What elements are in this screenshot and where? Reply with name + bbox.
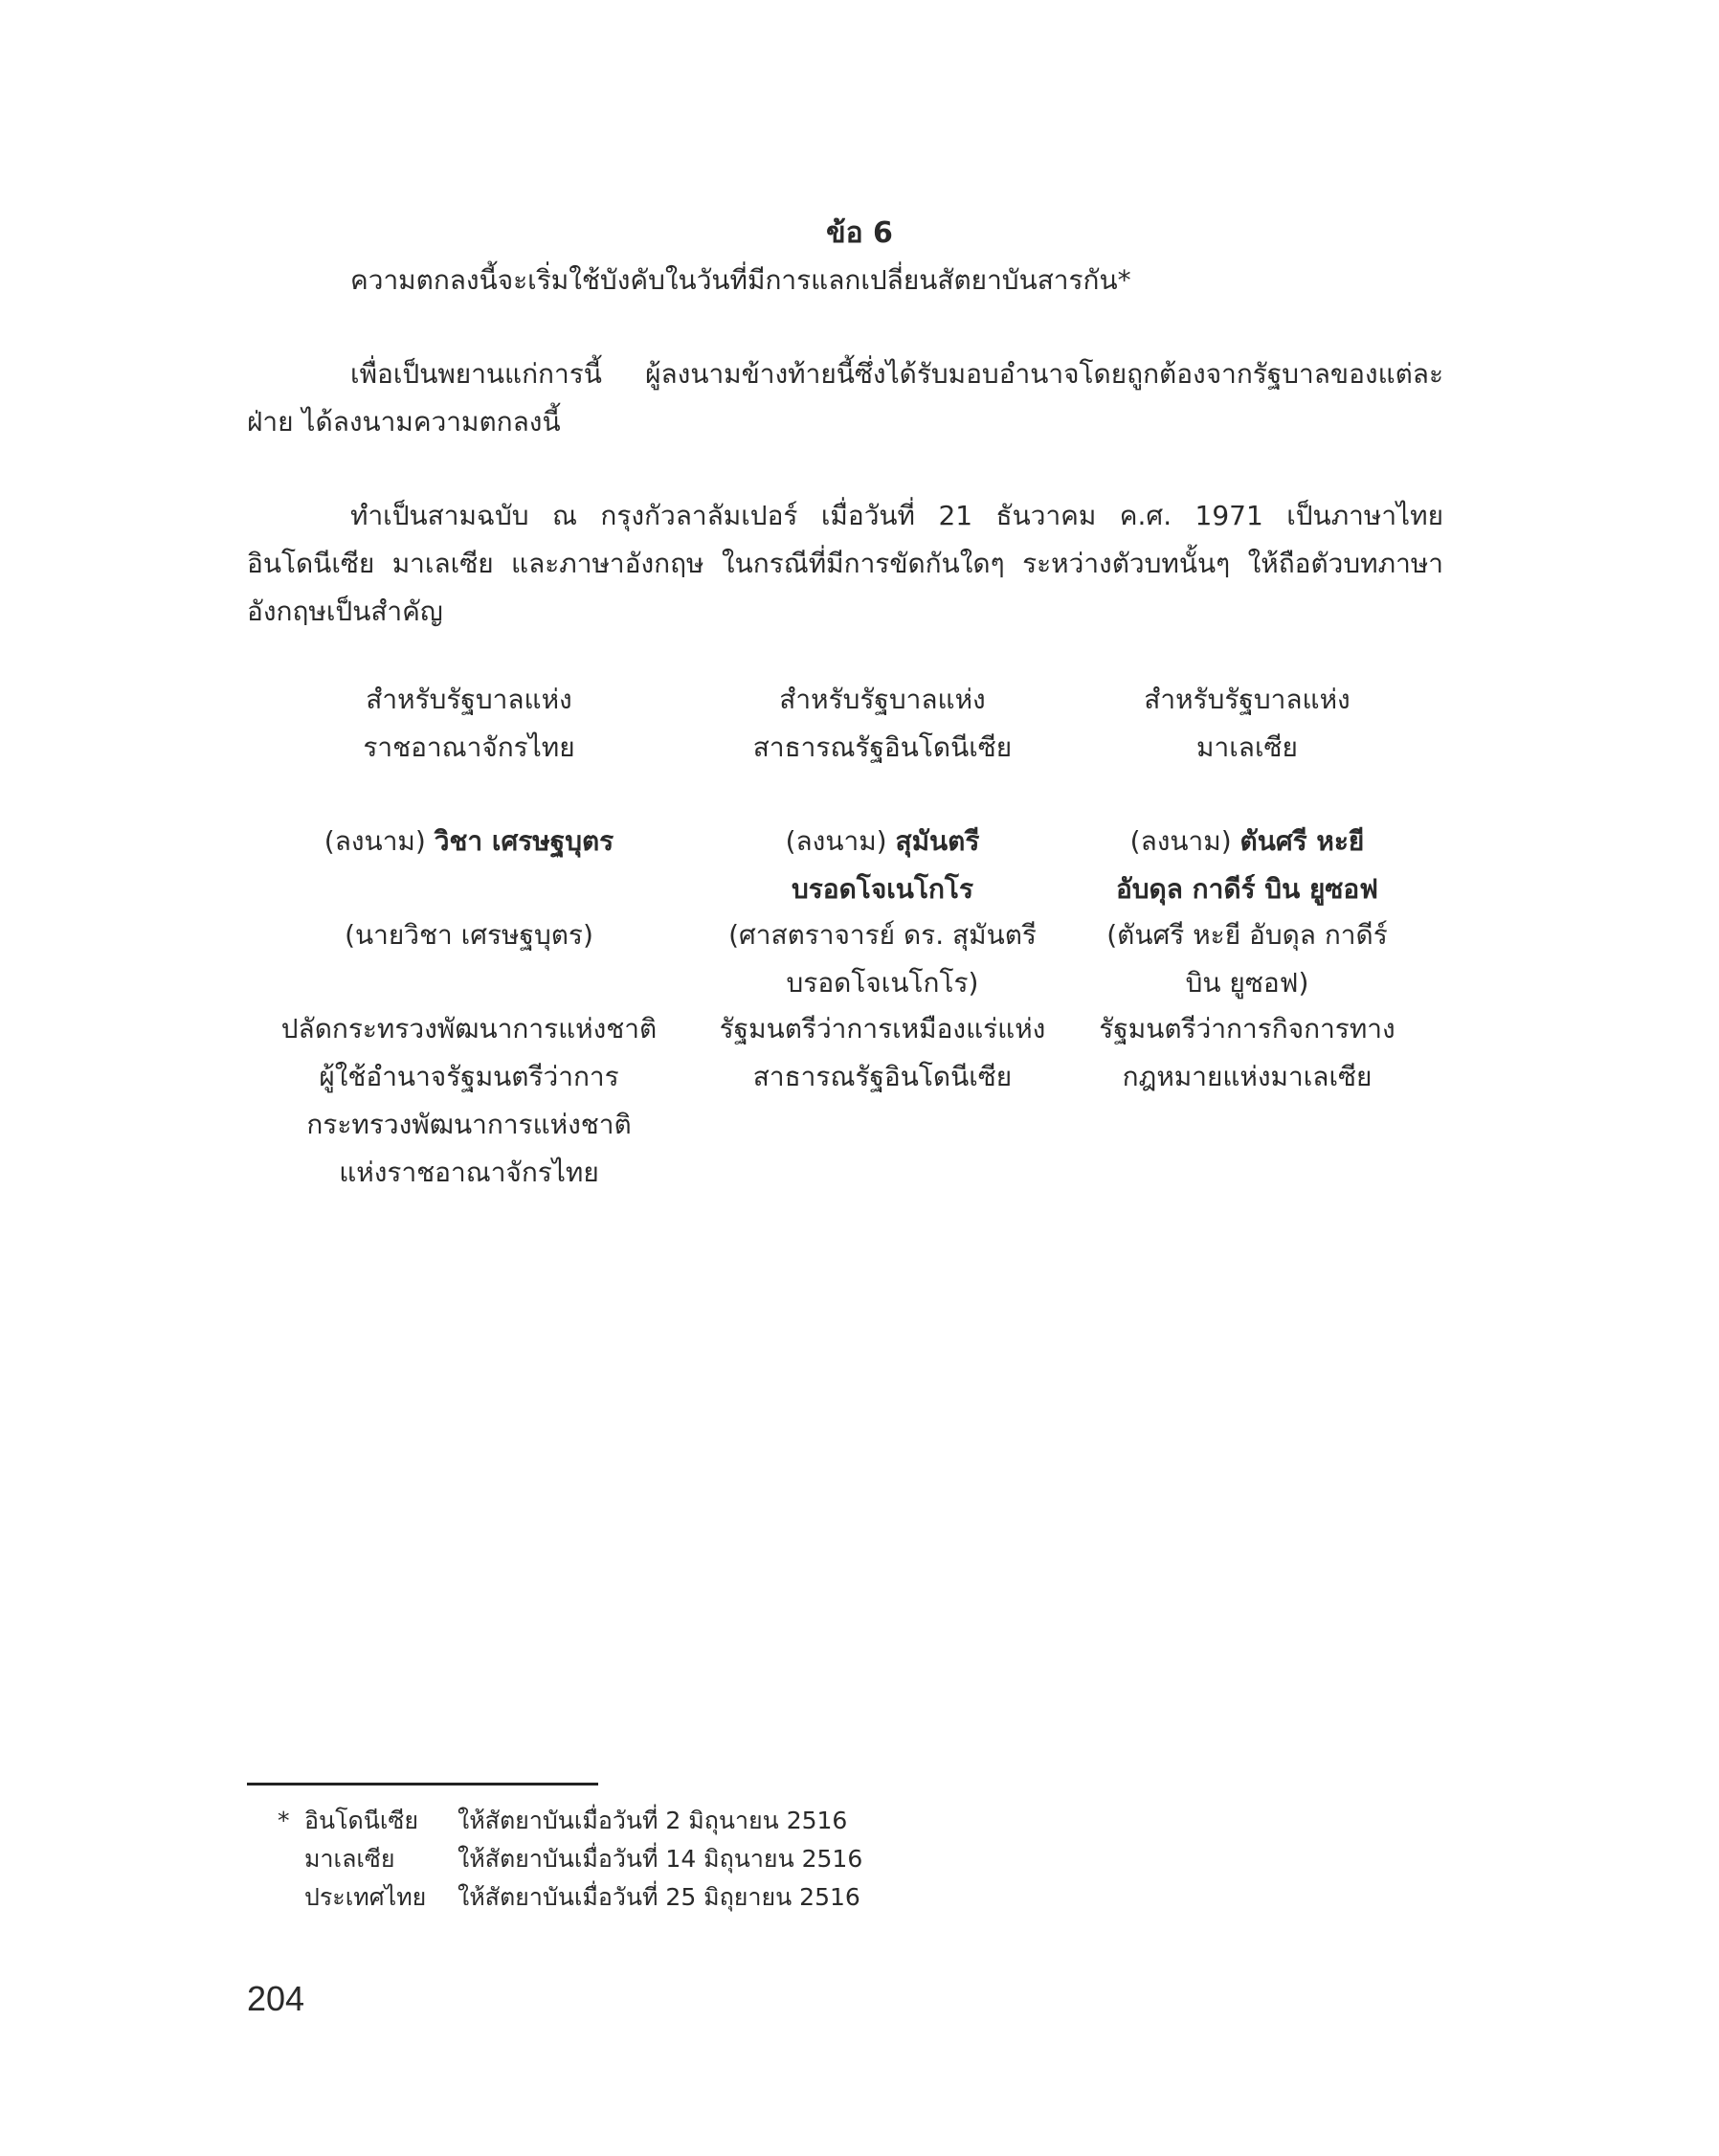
official-title-line: กฎหมายแห่งมาเลเซีย bbox=[1122, 1061, 1373, 1092]
paragraph-entry-into-force bbox=[247, 257, 1443, 304]
full-name: (ตันศรี หะยี อับดุล กาดีร์ bbox=[1106, 919, 1388, 951]
paragraph-text: เพื่อเป็นพยานแก่การนี้ ผู้ลงนามข้างท้ายนี้ซึ่งได้รับมอบอำนาจโดยถูกต้องจากรัฐบาลของแต่ละฝ่าย ได้ลงนามความตกลงนี้ bbox=[247, 358, 1443, 438]
paragraph-witness bbox=[247, 350, 1443, 446]
for-government-label: สำหรับรัฐบาลแห่ง bbox=[779, 684, 986, 715]
paragraph-text: ความตกลงนี้จะเริ่มใช้บังคับในวันที่มีการแลกเปลี่ยนสัตยาบันสารกัน* bbox=[350, 264, 1131, 296]
footnote-row bbox=[304, 1802, 862, 1840]
footnote-marker: * bbox=[278, 1807, 290, 1834]
for-government-label: สำหรับรัฐบาลแห่ง bbox=[366, 684, 572, 715]
footnote-row bbox=[304, 1878, 862, 1917]
signed-name-continued: อับดุล กาดีร์ บิน ยูซอฟ bbox=[1115, 873, 1379, 905]
signed-name-continued: บรอดโจเนโกโร bbox=[791, 873, 974, 905]
official-title-line: แห่งราชอาณาจักรไทย bbox=[339, 1157, 599, 1188]
footnote-country: มาเลเซีย bbox=[304, 1845, 395, 1873]
signed-prefix: (ลงนาม) bbox=[785, 825, 887, 857]
footnote-divider bbox=[247, 1783, 598, 1785]
country-name: มาเลเซีย bbox=[1196, 731, 1298, 763]
official-title-line: กระทรวงพัฒนาการแห่งชาติ bbox=[306, 1109, 632, 1140]
signed-line bbox=[268, 818, 670, 865]
country-name: สาธารณรัฐอินโดนีเซีย bbox=[752, 731, 1013, 763]
paragraph-done-at bbox=[247, 492, 1443, 636]
footnote-text: ให้สัตยาบันเมื่อวันที่ 2 มิถุนายน 2516 bbox=[458, 1807, 848, 1834]
footnote-text: ให้สัตยาบันเมื่อวันที่ 25 มิถุยายน 2516 bbox=[458, 1883, 860, 1911]
official-title-line: ปลัดกระทรวงพัฒนาการแห่งชาติ bbox=[280, 1013, 658, 1044]
signed-prefix: (ลงนาม) bbox=[1129, 825, 1232, 857]
official-title-line: รัฐมนตรีว่าการกิจการทาง bbox=[1099, 1013, 1395, 1044]
page-number: 204 bbox=[247, 1979, 305, 2018]
official-title-line: ผู้ใช้อำนาจรัฐมนตรีว่าการ bbox=[319, 1061, 619, 1092]
for-government-label: สำหรับรัฐบาลแห่ง bbox=[1144, 684, 1351, 715]
signed-name: สุมันตรี bbox=[895, 825, 980, 857]
paragraph-text: ทำเป็นสามฉบับ ณ กรุงกัวลาลัมเปอร์ เมื่อวันที่ 21 ธันวาคม ค.ศ. 1971 เป็นภาษาไทย อินโดนีเซีย มาเลเซีย และภาษาอังกฤษ ในกรณีที่มีการขัดกันใดๆ ระหว่างตัวบทนั้นๆ ให้ถือตัวบทภาษาอังกฤษเป็นสำคัญ bbox=[247, 500, 1443, 627]
article-heading: ข้อ 6 bbox=[826, 216, 893, 250]
signed-line bbox=[681, 818, 1083, 865]
full-name-continued: บิน ยูซอฟ) bbox=[1185, 967, 1309, 999]
full-name: (นายวิชา เศรษฐบุตร) bbox=[345, 919, 593, 951]
official-title-line: สาธารณรัฐอินโดนีเซีย bbox=[752, 1061, 1013, 1092]
footnote-country: ประเทศไทย bbox=[304, 1883, 427, 1911]
footnote-text: ให้สัตยาบันเมื่อวันที่ 14 มิถุนายน 2516 bbox=[458, 1845, 863, 1873]
country-name: ราชอาณาจักรไทย bbox=[363, 731, 575, 763]
full-name: (ศาสตราจารย์ ดร. สุมันตรี bbox=[728, 919, 1037, 951]
footnotes bbox=[278, 1802, 863, 1917]
signed-line bbox=[1046, 818, 1448, 865]
signed-name: วิชา เศรษฐบุตร bbox=[434, 825, 614, 857]
official-title-line: รัฐมนตรีว่าการเหมืองแร่แห่ง bbox=[719, 1013, 1046, 1044]
signed-prefix: (ลงนาม) bbox=[324, 825, 426, 857]
full-name-continued: บรอดโจเนโกโร) bbox=[786, 967, 979, 999]
signed-name: ตันศรี หะยี bbox=[1239, 825, 1365, 857]
footnote-country: อินโดนีเซีย bbox=[304, 1807, 419, 1834]
footnote-row bbox=[304, 1840, 862, 1878]
